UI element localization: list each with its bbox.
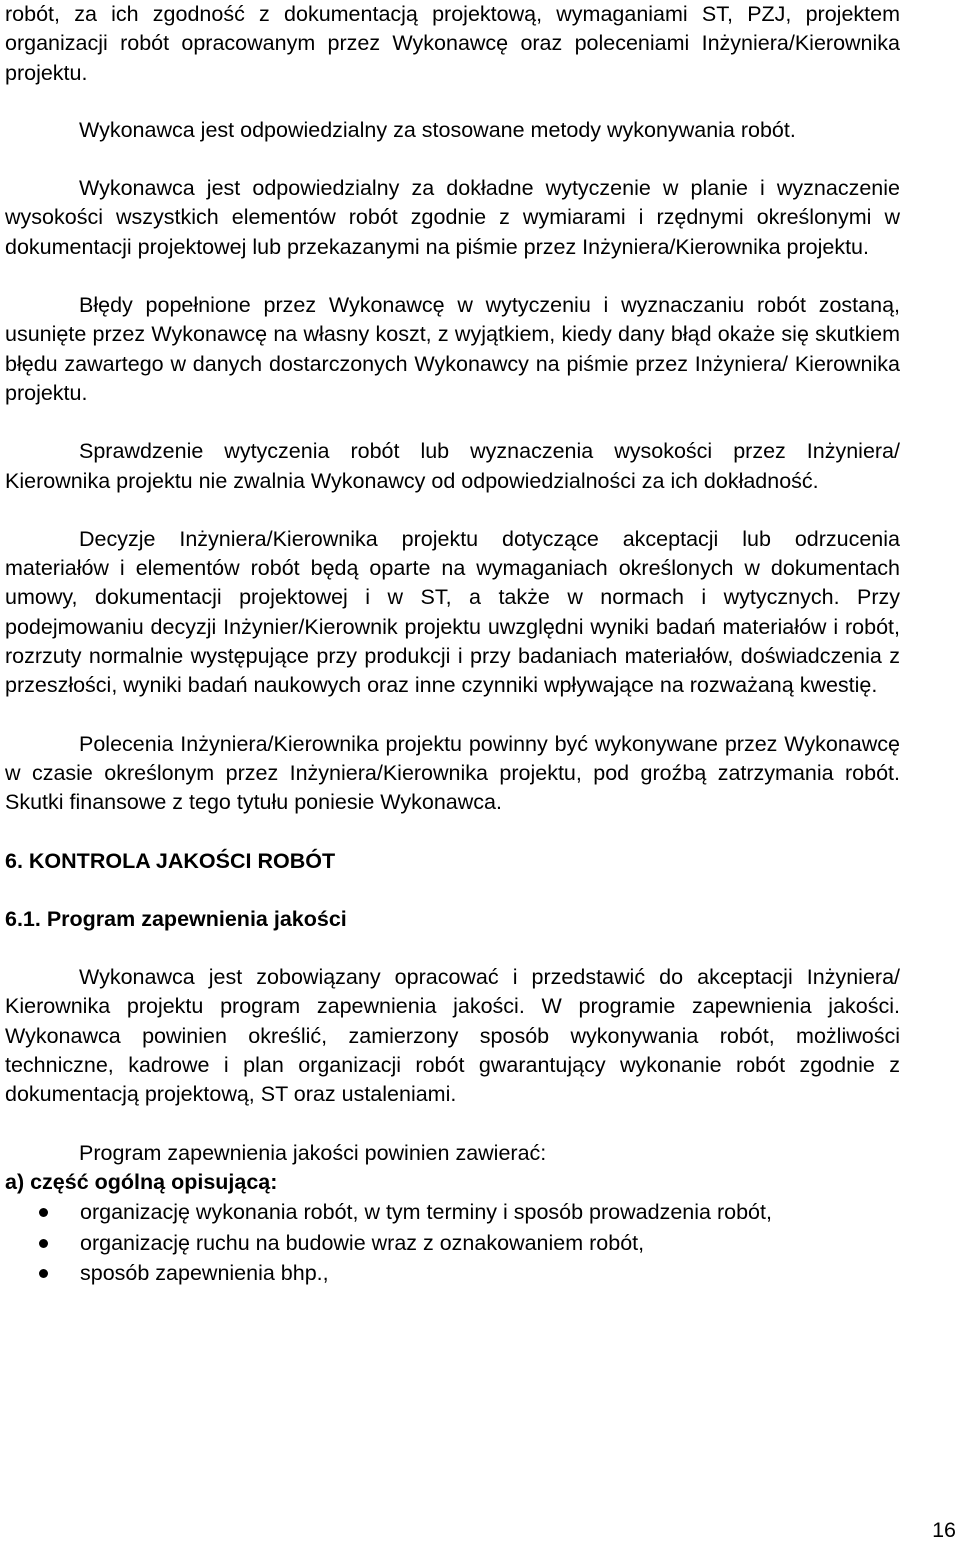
bullet-icon (39, 1269, 48, 1278)
paragraph-continuation: robót, za ich zgodność z dokumentacją projektową, wymaganiami ST, PZJ, projektem organizacji robót opracowanym przez Wykonawcę oraz poleceniami Inżyniera/Kierownika projektu. (5, 2, 900, 85)
paragraph-setting-out: Wykonawca jest odpowiedzialny za dokładne wytyczenie w planie i wyznaczenie wysokości wszystkich elementów robót zgodnie z wymiarami i rzędnymi określonymi w dokumentacji projektowej lub przekazanymi na piśmie przez Inżyniera/Kierownika projektu. (5, 176, 900, 259)
paragraph-quality-program: Wykonawca jest zobowiązany opracować i przedstawić do akceptacji Inżyniera/ Kierownika projektu program zapewnienia jakości. W programie zapewnienia jakości. Wykonawca powinien określić, zamierzony sposób wykonywania robót, możliwości techniczne, kadrowe i plan organizacji robót gwarantujący wykonanie robót zgodnie z dokumentacją projektową, ST oraz ustaleniami. (5, 965, 900, 1107)
bullet-list (5, 1197, 900, 1289)
list-item-text: sposób zapewnienia bhp., (80, 1261, 329, 1286)
paragraph-instructions: Polecenia Inżyniera/Kierownika projektu powinny być wykonywane przez Wykonawcę w czasie określonym przez Inżyniera/Kierownika projektu, pod groźbą zatrzymania robót. Skutki finansowe z tego tytułu poniesie Wykonawca. (5, 731, 900, 815)
bullet-icon (39, 1239, 48, 1248)
part-a-heading: a) część ogólną opisującą: (5, 1169, 278, 1194)
bullet-icon (39, 1208, 48, 1217)
list-item (5, 1258, 900, 1289)
subsection-heading: 6.1. Program zapewnienia jakości (5, 906, 347, 931)
list-item (5, 1228, 900, 1259)
paragraph-methods-responsibility: Wykonawca jest odpowiedzialny za stosowane metody wykonywania robót. (79, 117, 796, 142)
section-heading: 6. KONTROLA JAKOŚCI ROBÓT (5, 848, 336, 873)
list-item (5, 1197, 900, 1228)
paragraph-decisions: Decyzje Inżyniera/Kierownika projektu dotyczące akceptacji lub odrzucenia materiałów i elementów robót będą oparte na wymaganiach określonych w dokumentach umowy, dokumentacji projektowej i w ST, a także w normach i wytycznych. Przy podejmowaniu decyzji Inżynier/Kierownik projektu uwzględni wyniki badań materiałów i robót, rozrzuty normalnie występujące przy produkcji i przy badaniach materiałów, doświadczenia z przeszłości, wyniki badań naukowych oraz inne czynniki wpływające na rozważaną kwestię. (5, 526, 900, 698)
list-item-text: organizację ruchu na budowie wraz z oznakowaniem robót, (80, 1230, 645, 1255)
document-page (5, 0, 900, 1289)
paragraph-program-contents: Program zapewnienia jakości powinien zawierać: (79, 1140, 547, 1165)
page-number: 16 (932, 1518, 956, 1542)
list-item-text: organizację wykonania robót, w tym terminy i sposób prowadzenia robót, (80, 1200, 772, 1225)
paragraph-verification: Sprawdzenie wytyczenia robót lub wyznaczenia wysokości przez Inżyniera/ Kierownika projektu nie zwalnia Wykonawcy od odpowiedzialności za ich dokładność. (5, 439, 900, 493)
paragraph-errors: Błędy popełnione przez Wykonawcę w wytyczeniu i wyznaczaniu robót zostaną, usunięte przez Wykonawcę na własny koszt, z wyjątkiem, kiedy dany błąd okaże się skutkiem błędu zawartego w danych dostarczonych Wykonawcy na piśmie przez Inżyniera/ Kierownika projektu. (5, 293, 900, 405)
